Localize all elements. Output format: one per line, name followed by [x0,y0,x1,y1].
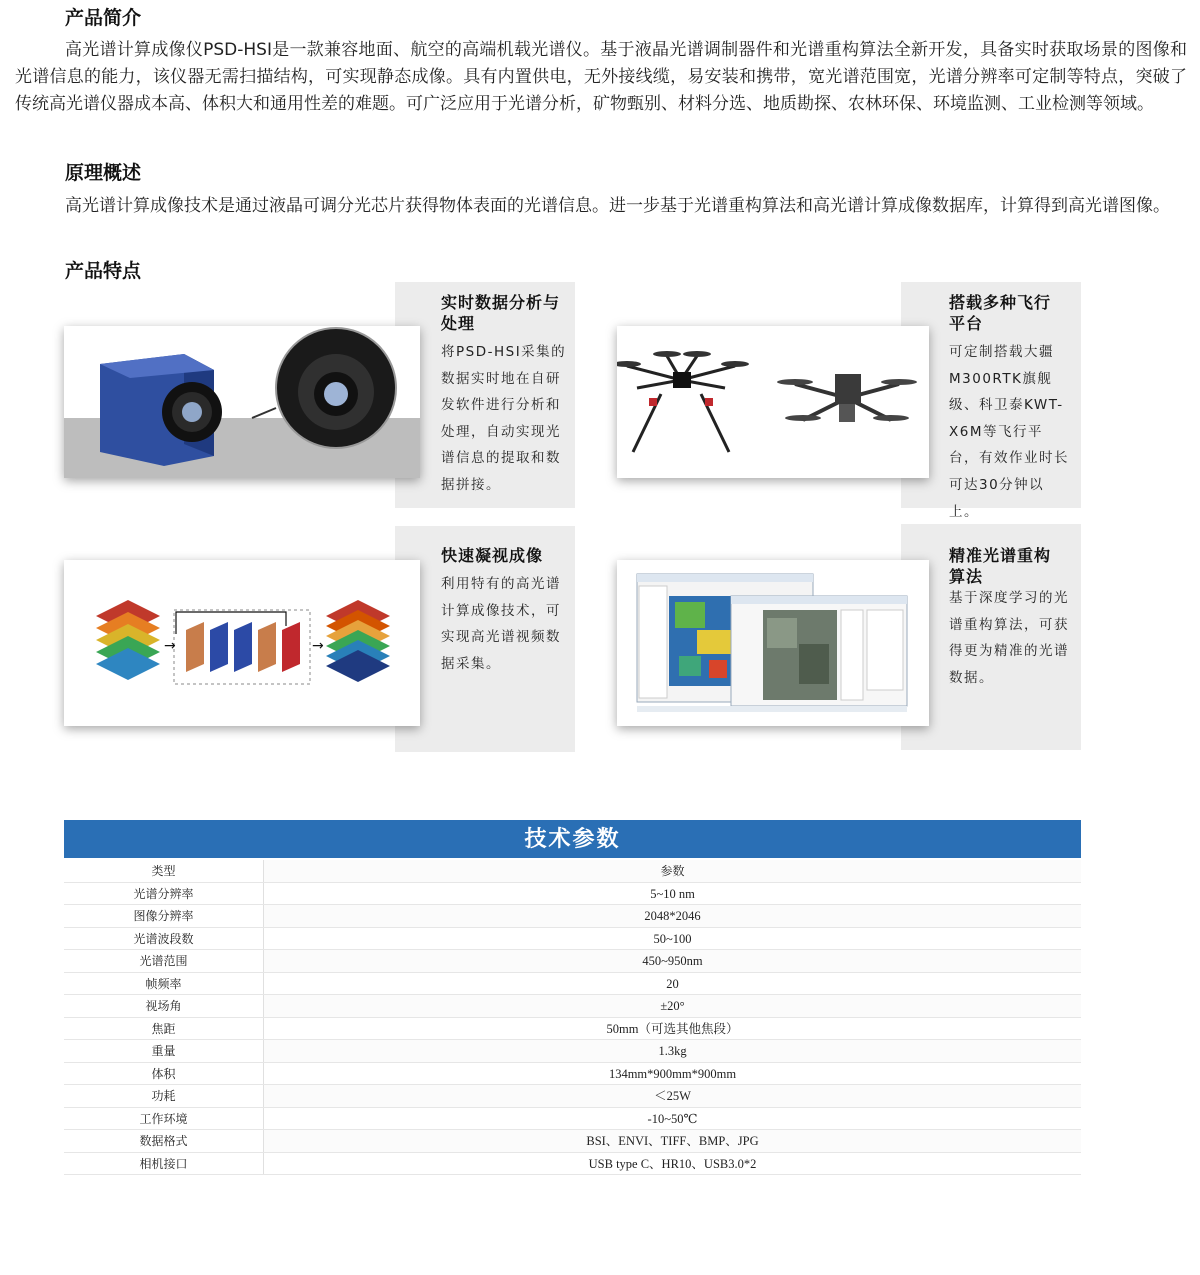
spec-label: 帧频率 [64,973,264,995]
table-row [64,1063,1081,1086]
spec-value: 450~950nm [264,950,1081,972]
table-row [64,905,1081,928]
spec-label: 体积 [64,1063,264,1085]
feature-text-4: 基于深度学习的光谱重构算法，可获得更为精准的光谱数据。 [949,590,1069,686]
spec-value: -10~50℃ [647,1111,698,1126]
imaging-diagram-image [64,560,420,726]
feature-text-3: 利用特有的高光谱计算成像技术，可实现高光谱视频数据采集。 [441,576,561,672]
table-row [64,995,1081,1018]
spec-value: 5~10 nm [650,886,695,901]
svg-text:→: → [164,638,176,654]
drones-product-image [617,326,929,478]
feature-title-3: 快速凝视成像 [441,546,544,565]
spec-label: 光谱波段数 [64,928,264,950]
feature-title-4: 精准光谱重构算法 [949,546,1052,586]
spec-label: 数据格式 [64,1130,264,1152]
table-row [64,1018,1081,1041]
spec-label: 相机接口 [64,1153,264,1175]
spec-value: ＜25W [264,1085,1081,1107]
table-row [64,1040,1081,1063]
principle-paragraph: 高光谱计算成像技术是通过液晶可调分光芯片获得物体表面的光谱信息。进一步基于光谱重构算法和高光谱计算成像数据库，计算得到高光谱图像。 [65,196,1170,216]
specs-col2-header: 参数 [264,860,1081,882]
spec-value: 50~100 [653,931,692,946]
table-row [64,928,1081,951]
camera-product-image [64,326,420,478]
table-row [64,1130,1081,1153]
specs-header-row [64,860,1081,883]
spec-value: USB type C、HR10、USB3.0*2 [588,1156,757,1171]
table-row [64,1153,1081,1176]
spec-value: BSI、ENVI、TIFF、BMP、JPG [264,1130,1081,1152]
intro-paragraph: 高光谱计算成像仪PSD-HSI是一款兼容地面、航空的高端机载光谱仪。基于液晶光谱调制器件和光谱重构算法全新开发，具备实时获取场景的图像和光谱信息的能力，该仪器无需扫描结构，可实现静态成像。具有内置供电，无外接线缆，易安装和携带，宽光谱范围宽，光谱分辨率可定制等特点，突破了传统高光谱仪器成本高、体积大和通用性差的难题。可广泛应用于光谱分析，矿物甄别、材料分选、地质勘探、农林环保、环境监测、工业检测等领域。 [15,40,1187,114]
principle-title: 原理概述 [65,162,142,184]
spec-value: 134mm*900mm*900mm [608,1066,737,1081]
intro-title: 产品简介 [65,7,142,29]
spec-value: ±20° [264,995,1081,1017]
feature-title-2: 搭载多种飞行平台 [949,293,1052,333]
table-row [64,883,1081,906]
specs-title: 技术参数 [64,820,1081,858]
table-row [64,973,1081,996]
spec-value: 50mm（可选其他焦段） [606,1021,739,1036]
spec-value: 1.3kg [264,1040,1081,1062]
feature-title-1: 实时数据分析与处理 [441,293,561,333]
specs-col1-header: 类型 [64,860,264,882]
feature-text-1: 将PSD-HSI采集的数据实时地在自研发软件进行分析和处理，自动实现光谱信息的提取和数据拼接。 [441,344,567,493]
software-screenshot-image [617,560,929,726]
table-row [64,950,1081,973]
spec-label: 重量 [64,1040,264,1062]
spec-label: 图像分辨率 [64,905,264,927]
svg-text:→: → [312,638,324,654]
table-row [64,1108,1081,1131]
table-row [64,1085,1081,1108]
spec-label: 功耗 [64,1085,264,1107]
spec-label: 视场角 [64,995,264,1017]
spec-label: 光谱分辨率 [64,883,264,905]
feature-text-2: 可定制搭载大疆M300RTK旗舰级、科卫泰KWT-X6M等飞行平台，有效作业时长可达30分钟以上。 [949,344,1069,520]
spec-label: 焦距 [64,1018,264,1040]
spec-label: 工作环境 [64,1108,264,1130]
spec-value: 2048*2046 [264,905,1081,927]
spec-value: 20 [666,976,679,991]
features-title: 产品特点 [65,260,142,282]
spec-label: 光谱范围 [64,950,264,972]
specs-table [64,860,1081,1175]
